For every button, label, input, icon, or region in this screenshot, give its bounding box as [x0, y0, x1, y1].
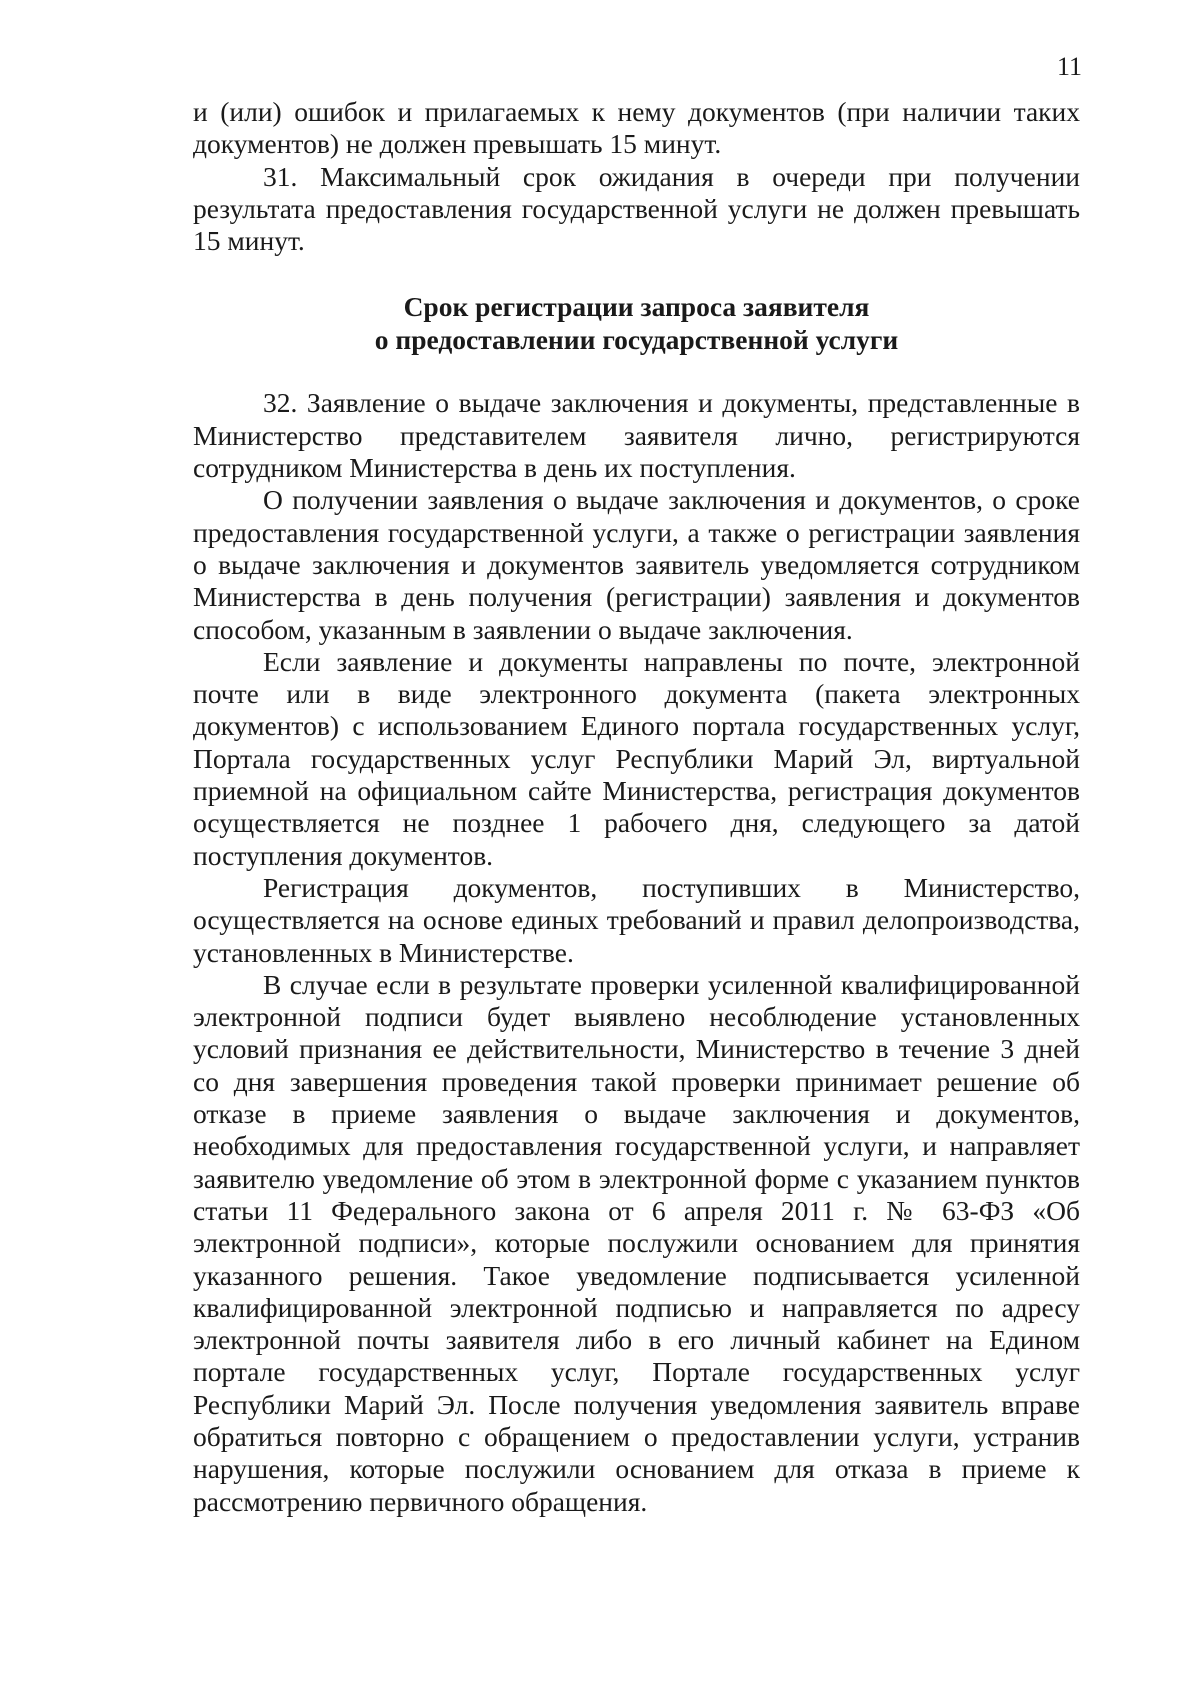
section-heading: [193, 290, 1080, 356]
paragraph-continuation: и (или) ошибок и прилагаемых к нему документов (при наличии таких документов) не должен превышать 15 минут.: [193, 96, 1080, 160]
paragraph-32: 32. Заявление о выдаче заключения и документы, представленные в Министерство представителем заявителя лично, регистрируются сотрудником Министерства в день их поступления.: [193, 387, 1080, 484]
section-heading-line-1: Срок регистрации запроса заявителя: [403, 291, 870, 323]
page-number: 11: [1056, 52, 1082, 81]
paragraph-notification: О получении заявления о выдаче заключения и документов, о сроке предоставления государственной услуги, а также о регистрации заявления о выдаче заключения и документов заявитель уведомляется сотрудником Министерства в день получения (регистрации) заявления и документов способом, указанным в заявлении о выдаче заключения.: [193, 484, 1080, 645]
paragraph-31: 31. Максимальный срок ожидания в очереди при получении результата предоставления государственной услуги не должен превышать 15 минут.: [193, 160, 1080, 257]
document-body: [193, 96, 1080, 1518]
paragraph-electronic-submission: Если заявление и документы направлены по почте, электронной почте или в виде электронного документа (пакета электронных документов) с использованием Единого портала государственных услуг, Портала государственных услуг Республики Марий Эл, виртуальной приемной на официальном сайте Министерства, регистрация документов осуществляется не позднее 1 рабочего дня, следующего за датой поступления документов.: [193, 645, 1080, 871]
paragraph-registration-rules: Регистрация документов, поступивших в Министерство, осуществляется на основе единых требований и правил делопроизводства, установленных в Министерстве.: [193, 871, 1080, 968]
paragraph-signature-check: В случае если в результате проверки усиленной квалифицированной электронной подписи будет выявлено несоблюдение установленных условий признания ее действительности, Министерство в течение 3 дней со дня завершения проведения такой проверки принимает решение об отказе в приеме заявления о выдаче заключения и документов, необходимых для предоставления государственной услуги, и направляет заявителю уведомление об этом в электронной форме с указанием пунктов статьи 11 Федерального закона от 6 апреля 2011 г. № 63-ФЗ «Об электронной подписи», которые послужили основанием для принятия указанного решения. Такое уведомление подписывается усиленной квалифицированной электронной подписью и направляется по адресу электронной почты заявителя либо в его личный кабинет на Едином портале государственных услуг, Портале государственных услуг Республики Марий Эл. После получения уведомления заявитель вправе обратиться повторно с обращением о предоставлении услуги, устранив нарушения, которые послужили основанием для отказа в приеме к рассмотрению первичного обращения.: [193, 968, 1080, 1517]
section-heading-line-2: о предоставлении государственной услуги: [374, 324, 899, 356]
